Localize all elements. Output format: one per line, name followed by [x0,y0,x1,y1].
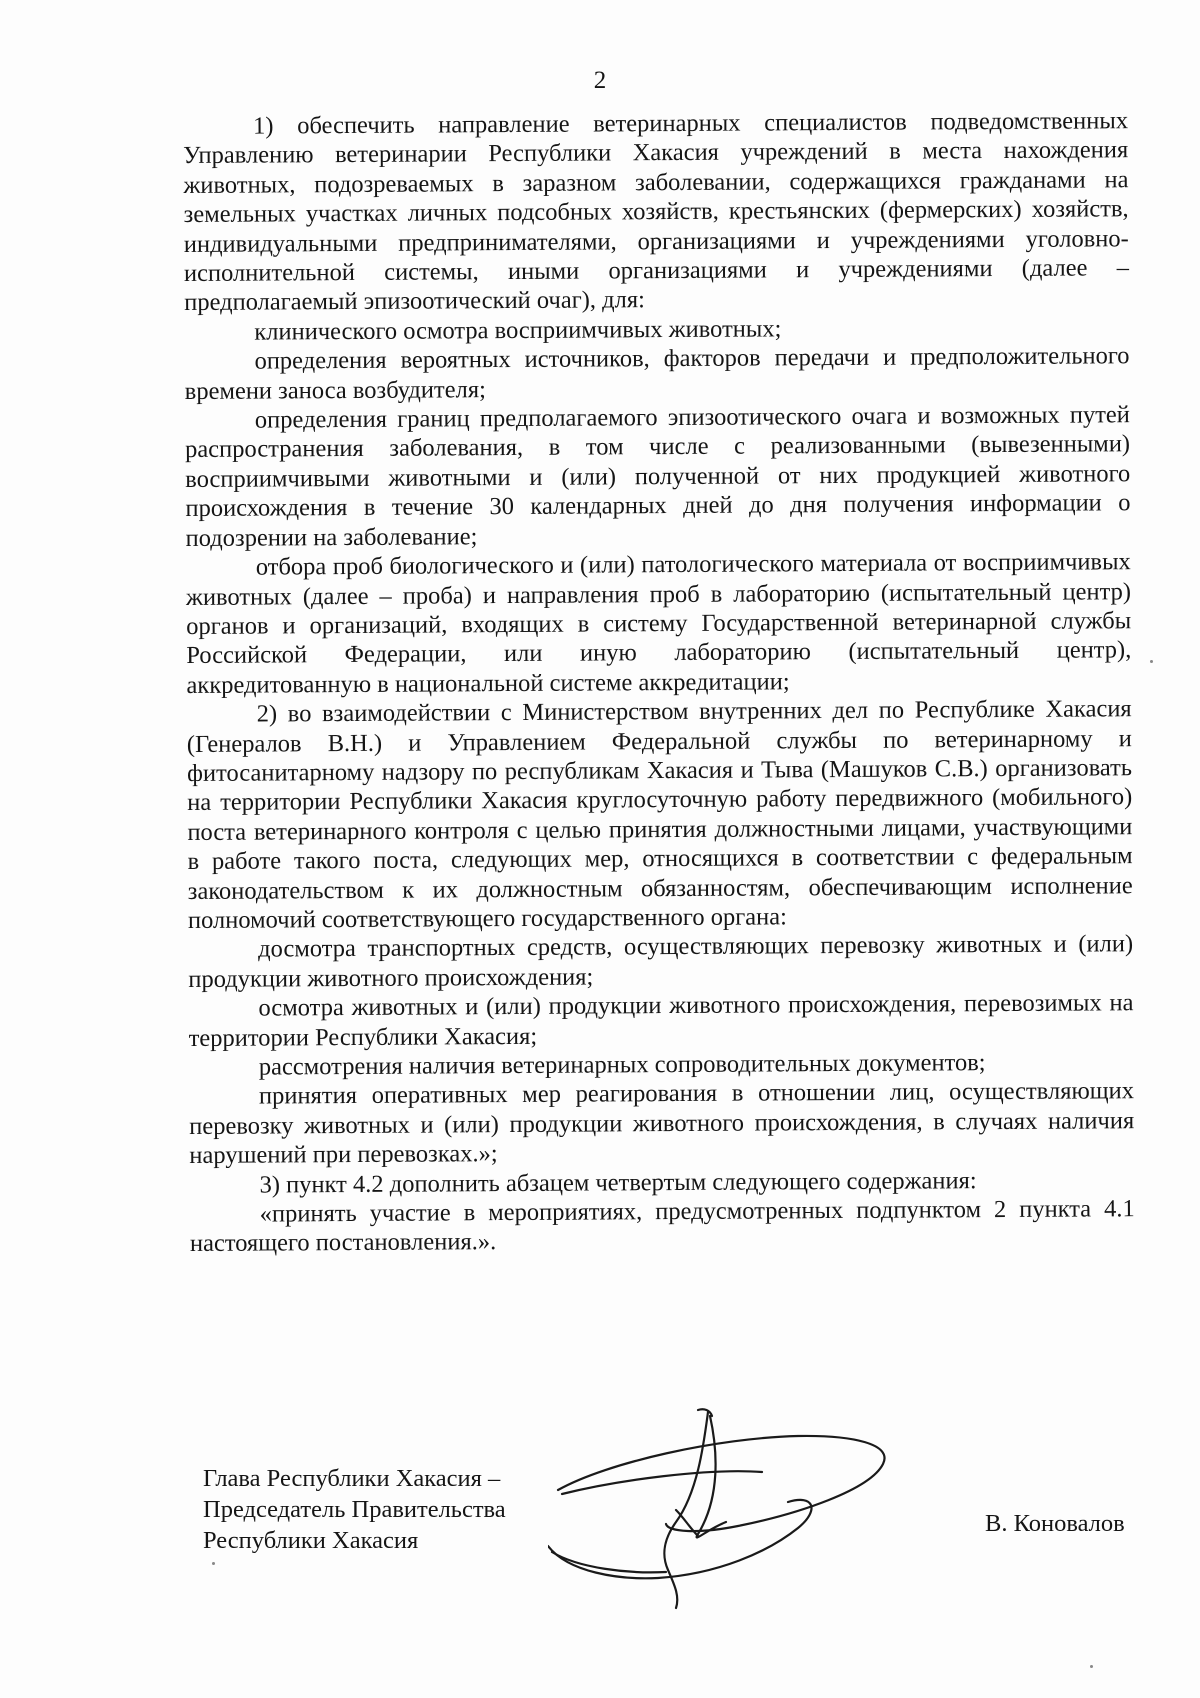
paragraph: определения вероятных источников, факторов передачи и предположительного времени заноса возбудителя; [184,342,1130,405]
scan-speck [1090,1665,1093,1668]
paragraph: 1) обеспечить направление ветеринарных специалистов подведомственных Управлению ветеринарии Республики Хакасия учреждений в места нахождения животных, подозреваемых в заразном заболевании, содержащихся гражданами на земельных участках личных подсобных хозяйств, крестьянских (фермерских) хозяйств, индивидуальными предпринимателями, организациями и учреждениями уголовно-исполнительной системы, иными организациями и учреждениями (далее – предполагаемый эпизоотический очаг), для: [183,107,1130,317]
signatory-name: В. Коновалов [985,1510,1125,1537]
paragraph: осмотра животных и (или) продукции животного происхождения, перевозимых на территории Республики Хакасия; [188,989,1134,1052]
signatory-position-line: Республики Хакасия [203,1527,419,1554]
paragraph: 3) пункт 4.2 дополнить абзацем четвертым следующего содержания: [259,1166,977,1199]
paragraph: определения границ предполагаемого эпизоотического очага и возможных путей распространения заболевания, в том числе с реализованными (вывезенными) восприимчивыми животными и (или) полученной от них продукцией животного происхождения в течение 30 календарных дней до дня получения информации о подозрении на заболевание; [184,401,1131,552]
paragraph: принятия оперативных мер реагирования в отношении лиц, осуществляющих перевозку животных и (или) продукции животного происхождения, в случаях наличия нарушений при перевозках.»; [189,1077,1135,1170]
page-number: 2 [593,67,607,94]
paragraph: рассмотрения наличия ветеринарных сопроводительных документов; [258,1049,986,1081]
handwritten-signature [548,1402,908,1612]
paragraph: клинического осмотра восприимчивых животных; [254,315,782,346]
signatory-position-line: Глава Республики Хакасия – [203,1465,501,1492]
scan-speck [212,1562,215,1565]
paragraph: 2) во взаимодействии с Министерством внутренних дел по Республике Хакасия (Генералов В.Н.) и Управлением Федеральной службы по ветеринарному и фитосанитарному надзору по республикам Хакасия и Тыва (Машуков С.В.) организовать на территории Республики Хакасия круглосуточную работу передвижного (мобильного) поста ветеринарного контроля с целью принятия должностными лицами, участвующими в работе такого поста, следующих мер, относящихся в соответствии с федеральным законодательством к их должностным обязанностям, обеспечивающим исполнение полномочий соответствующего государственного органа: [186,695,1133,934]
paragraph: отбора проб биологического и (или) патологического материала от восприимчивых животных (далее – проба) и направления проб в лабораторию (испытательный центр) органов и организаций, входящих в систему Государственной ветеринарной службы Российской Федерации, или иную лабораторию (испытательный центр), аккредитованную в национальной системе аккредитации; [185,548,1132,699]
signatory-position-line: Председатель Правительства [203,1496,506,1523]
document-body [183,106,1135,1259]
paragraph: «принять участие в мероприятиях, предусмотренных подпунктом 2 пункта 4.1 настоящего постановления.». [189,1195,1135,1258]
scan-speck [1150,660,1153,663]
signatory-position [203,1463,506,1556]
paragraph: досмотра транспортных средств, осуществляющих перевозку животных и (или) продукции животного происхождения; [188,930,1134,993]
